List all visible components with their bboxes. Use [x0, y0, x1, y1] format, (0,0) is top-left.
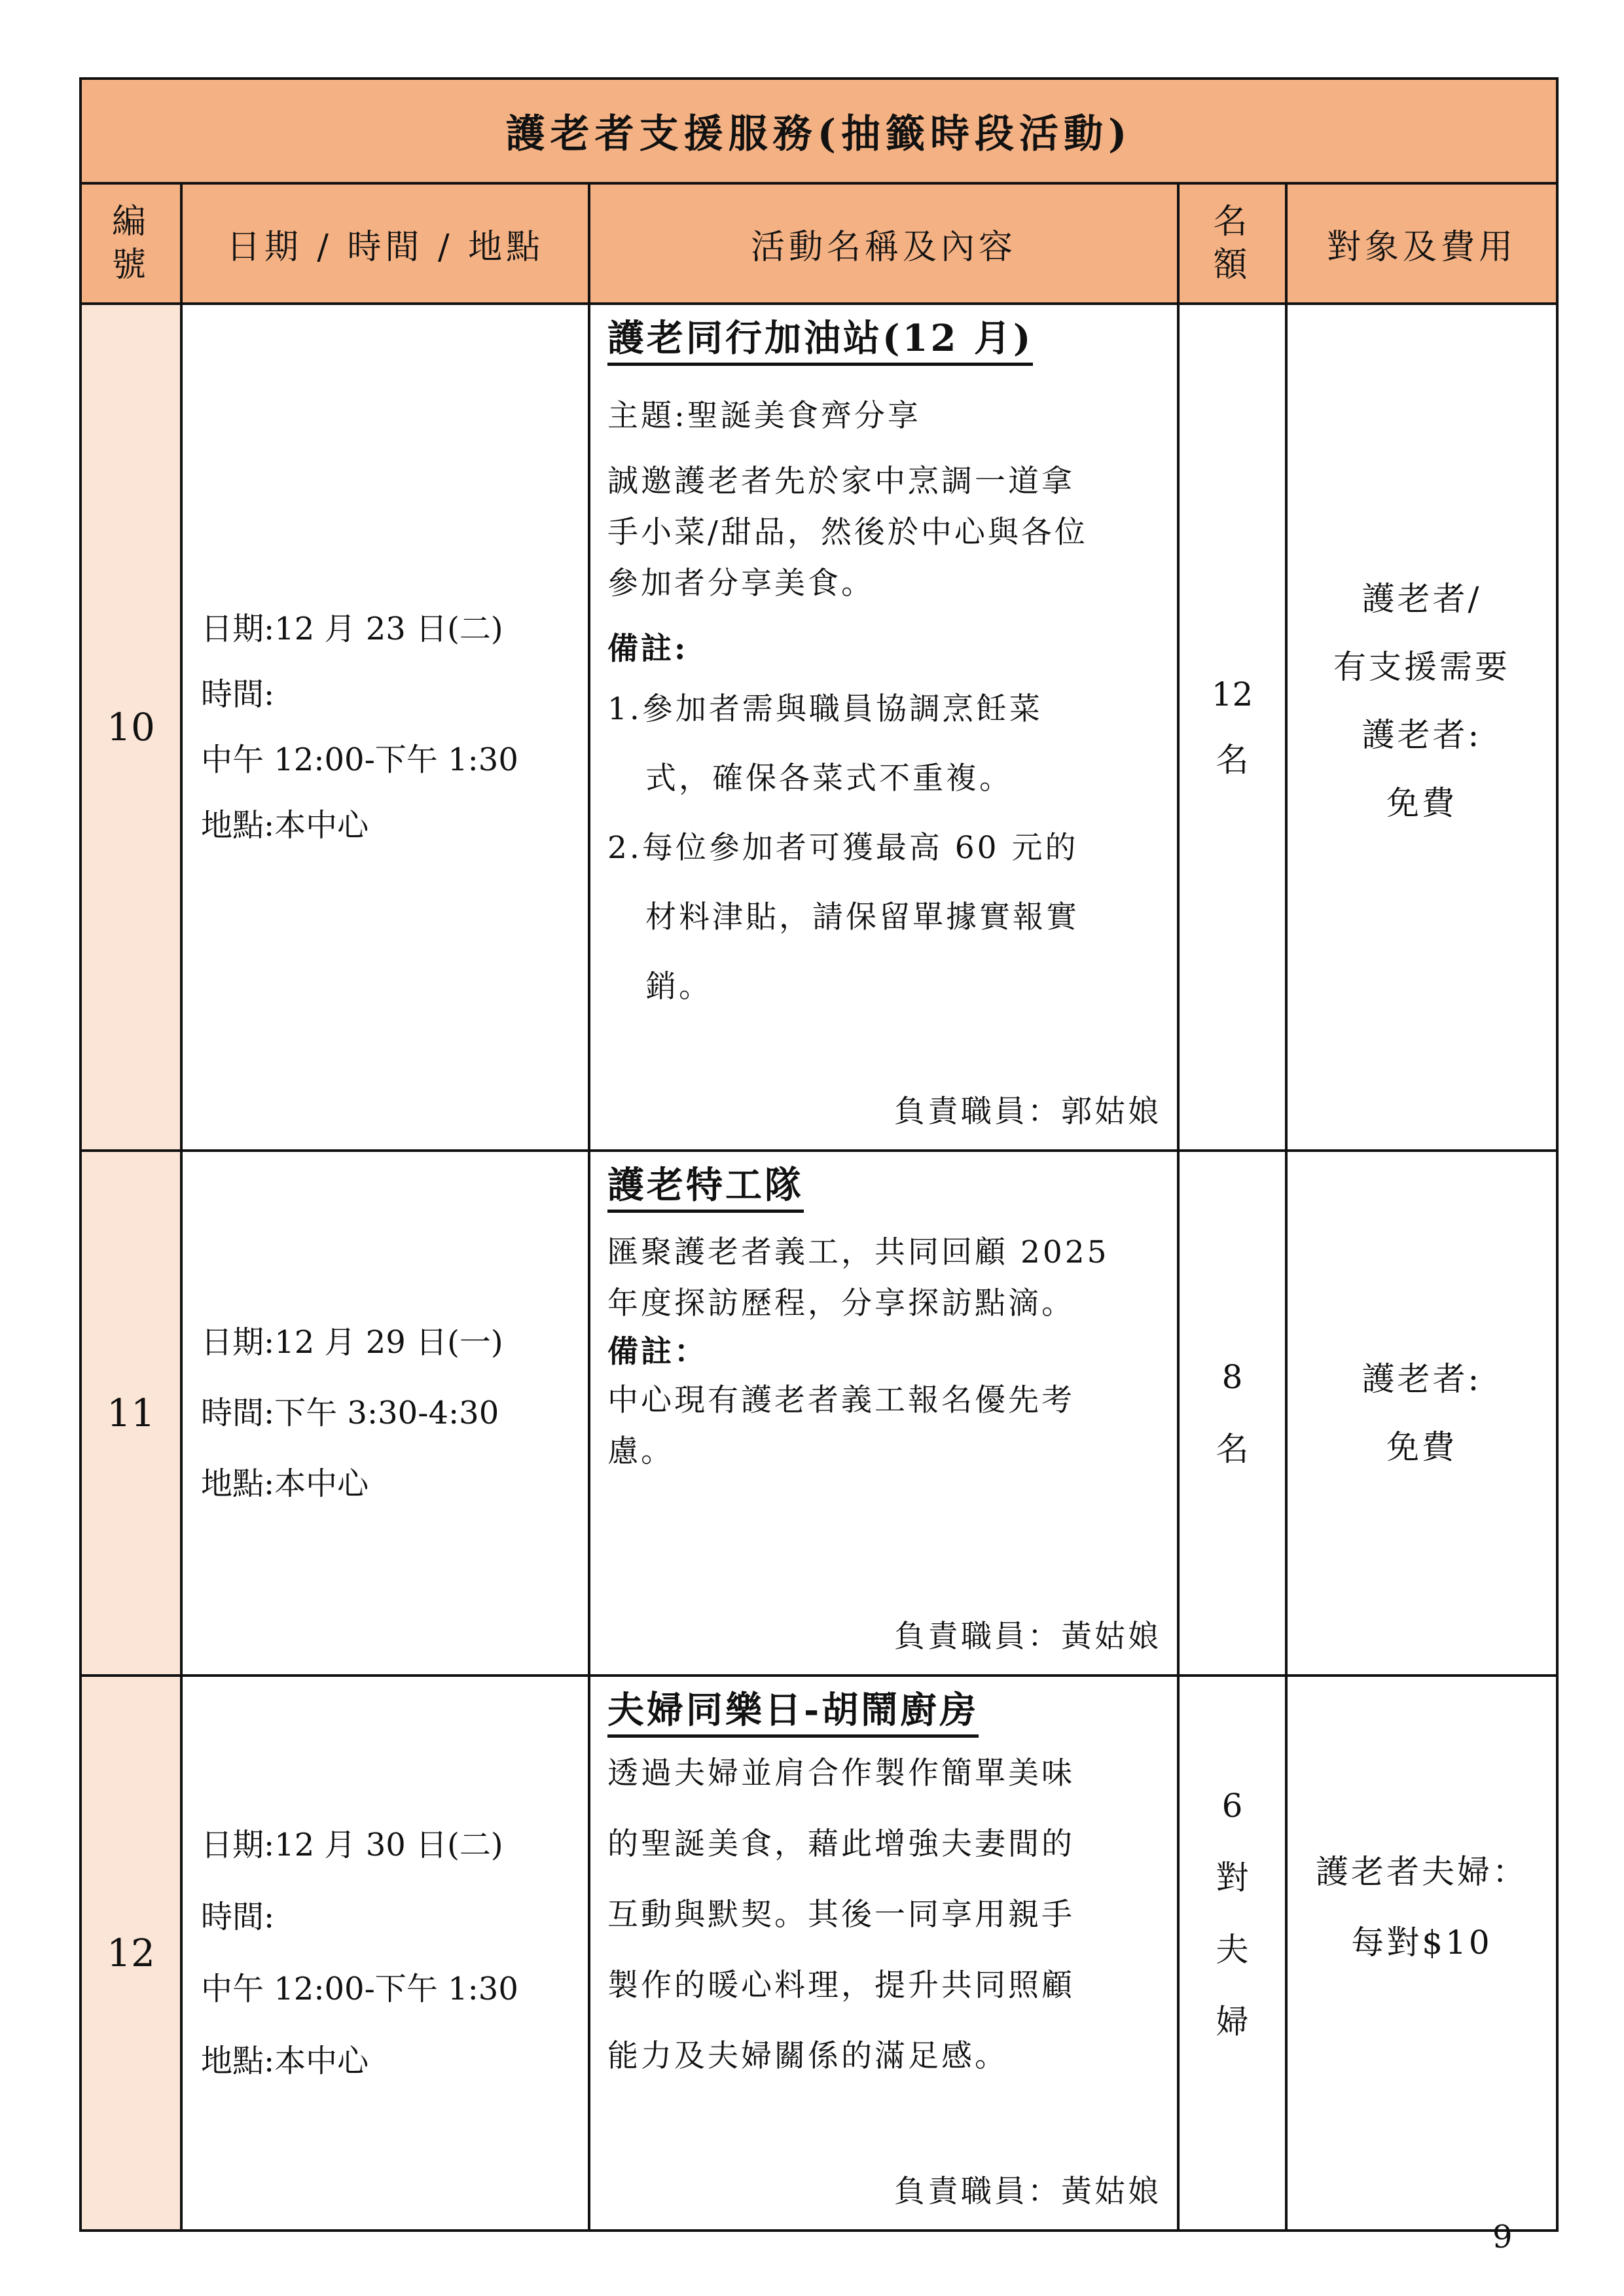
remark-item: 銷。 [645, 969, 712, 1005]
datetime-venue-cell [181, 304, 589, 1151]
table-row [81, 1676, 1557, 2231]
header-datetime: 日期 / 時間 / 地點 [181, 183, 589, 304]
time-label: 時間: [201, 676, 275, 713]
quota-cell [1178, 1151, 1286, 1676]
target-fee-cell [1286, 1151, 1557, 1676]
activity-desc: 匯聚護老者義工，共同回顧 2025 [607, 1234, 1110, 1270]
date-text: 日期:12 月 23 日(二) [201, 611, 503, 647]
remark-item: 慮。 [607, 1433, 674, 1469]
quota-unit: 對 [1216, 1859, 1249, 1897]
quota-unit: 名 [1216, 741, 1249, 779]
header-quota-line-2: 額 [1213, 245, 1252, 285]
venue-text: 地點:本中心 [201, 807, 369, 844]
activity-cell [589, 1151, 1178, 1676]
activity-title: 夫婦同樂日-胡鬧廚房 [607, 1686, 979, 1738]
row-number: 12 [81, 1676, 181, 2231]
fee-text: 免費 [1386, 784, 1457, 822]
header-number-line-1: 編 [111, 202, 150, 242]
activity-desc: 年度探訪歷程，分享探訪點滴。 [607, 1285, 1075, 1321]
remark-item: 1.參加者需與職員協調烹飪菜 [607, 691, 1043, 727]
datetime-venue-cell [181, 1151, 589, 1676]
target-fee-cell [1286, 1676, 1557, 2231]
quota-unit: 夫 [1216, 1931, 1249, 1969]
header-row [81, 183, 1557, 304]
remark-item: 材料津貼，請保留單據實報實 [645, 899, 1079, 935]
activity-desc: 參加者分享美食。 [607, 565, 875, 601]
target-fee-cell [1286, 304, 1557, 1151]
quota-unit: 婦 [1216, 2003, 1249, 2041]
header-number-line-2: 號 [111, 245, 150, 285]
table-title: 護老者支援服務(抽籤時段活動) [81, 79, 1557, 183]
header-quota [1178, 183, 1286, 304]
quota-number: 12 [1211, 675, 1254, 713]
fee-text: 免費 [1386, 1428, 1457, 1466]
activity-theme: 主題:聖誕美食齊分享 [607, 398, 921, 434]
remark-item: 2.每位參加者可獲最高 60 元的 [607, 830, 1079, 866]
remarks-label: 備註: [607, 631, 689, 667]
target-line: 護老者夫婦： [1316, 1853, 1528, 1891]
date-text: 日期:12 月 29 日(一) [201, 1324, 503, 1361]
remark-item: 中心現有護老者義工報名優先考 [607, 1382, 1075, 1418]
venue-text: 地點:本中心 [201, 1465, 369, 1502]
staff-in-charge: 負責職員：黃姑娘 [894, 2174, 1161, 2210]
activity-title: 護老特工隊 [607, 1161, 804, 1213]
activity-desc: 誠邀護老者先於家中烹調一道拿 [607, 463, 1075, 499]
row-number: 11 [81, 1151, 181, 1676]
activity-desc: 互動與默契。其後一同享用親手 [607, 1897, 1075, 1933]
time-text: 中午 12:00-下午 1:30 [201, 1971, 518, 2007]
activity-table [79, 77, 1559, 2232]
fee-text: 每對$10 [1351, 1924, 1492, 1962]
table-row [81, 304, 1557, 1151]
target-line: 護老者: [1362, 716, 1482, 754]
header-activity: 活動名稱及內容 [589, 183, 1178, 304]
staff-in-charge: 負責職員：黃姑娘 [894, 1619, 1161, 1655]
activity-desc: 的聖誕美食，藉此增強夫妻間的 [607, 1826, 1075, 1862]
venue-text: 地點:本中心 [201, 2043, 369, 2079]
header-quota-line-1: 名 [1213, 202, 1252, 242]
table-row [81, 1151, 1557, 1676]
activity-cell [589, 304, 1178, 1151]
quota-unit: 名 [1216, 1430, 1249, 1468]
datetime-venue-cell [181, 1676, 589, 2231]
activity-title: 護老同行加油站(12 月) [607, 314, 1033, 366]
time-text: 時間:下午 3:30-4:30 [201, 1395, 499, 1431]
header-number [81, 183, 181, 304]
remark-item: 式，確保各菜式不重複。 [645, 761, 1013, 797]
quota-cell [1178, 1676, 1286, 2231]
time-label: 時間: [201, 1899, 275, 1935]
remarks-label: 備註： [607, 1334, 708, 1370]
row-number: 10 [81, 304, 181, 1151]
quota-cell [1178, 304, 1286, 1151]
activity-desc: 能力及夫婦關係的滿足感。 [607, 2038, 1008, 2074]
quota-number: 6 [1221, 1787, 1243, 1825]
activity-desc: 手小菜/甜品，然後於中心與各位 [607, 514, 1088, 550]
activity-desc: 透過夫婦並肩合作製作簡單美味 [607, 1755, 1075, 1791]
staff-in-charge: 負責職員：郭姑娘 [894, 1094, 1161, 1130]
time-text: 中午 12:00-下午 1:30 [201, 742, 518, 778]
target-line: 護老者: [1362, 1360, 1482, 1398]
quota-number: 8 [1221, 1358, 1243, 1396]
date-text: 日期:12 月 30 日(二) [201, 1827, 503, 1863]
target-line: 有支援需要 [1333, 648, 1510, 686]
page-number: 9 [1492, 2219, 1513, 2255]
target-line: 護老者/ [1362, 580, 1482, 618]
activity-desc: 製作的暖心料理，提升共同照顧 [607, 1967, 1075, 2003]
header-target: 對象及費用 [1286, 183, 1557, 304]
activity-cell [589, 1676, 1178, 2231]
